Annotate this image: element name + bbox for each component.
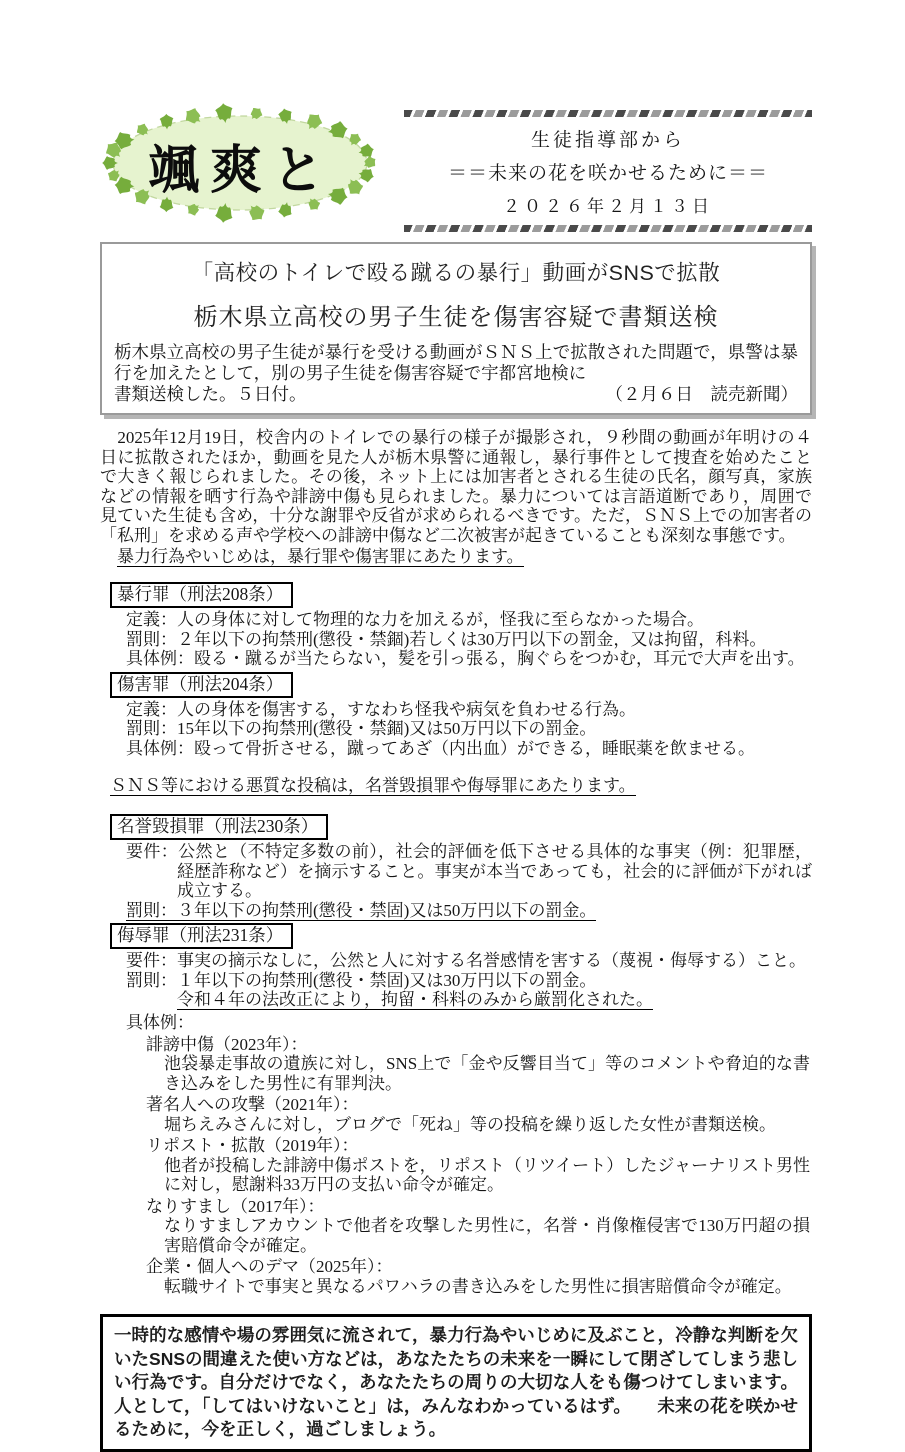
decorative-dashes-top-icon xyxy=(404,110,812,117)
law-section-insult xyxy=(100,920,812,1296)
insult-penalty: 罰則：１年以下の拘禁刑(懲役・禁固)又は30万円以下の罰金。 xyxy=(126,970,597,990)
defamation-requirement: 要件：公然と（不特定多数の前），社会的評価を低下させる具体的な事実（例：犯罪歴，経歴詐称など）を摘示すること。事実が本当であっても，社会的に評価が下がれば成立する。 xyxy=(126,842,812,900)
lead-paragraph: 2025年12月19日，校舎内のトイレでの暴行の様子が撮影され，９秒間の動画が年明けの４日に拡散されたほか，動画を見た人が栃木県警に通報し，暴行事件として捜査を始めたことで大きく報じられました。その後，ネット上には加害者とされる生徒の氏名，顔写真，家族などの情報を晒す行為や誹謗中傷も見られました。暴力については言語道断であり，周囲で見ていた生徒も含め，十分な謝罪や反省が求められるべきです。ただ，ＳＮＳ上での加害者の「私刑」を求める声や学校への誹謗中傷など二次被害が起きていることも深刻な事態です。 xyxy=(100,428,812,545)
newsletter-logo xyxy=(100,106,382,220)
logo-title: 颯爽と xyxy=(147,139,334,201)
assault-example: 具体例：殴る・蹴るが当たらない，髪を引っ張る，胸ぐらをつかむ，耳元で大声を出す。 xyxy=(126,649,805,668)
insult-examples-label: 具体例： xyxy=(126,1012,194,1032)
law-title-insult: 侮辱罪（刑法231条） xyxy=(110,923,293,949)
news-headline-1: 「高校のトイレで殴る蹴るの暴行」動画がSNSで拡散 xyxy=(191,261,721,285)
example-title: なりすまし（2017年）： xyxy=(146,1196,325,1216)
injury-definition: 定義：人の身体を傷害する，すなわち怪我や病気を負わせる行為。 xyxy=(126,699,636,719)
issue-date: ２０２６年２月１３日 xyxy=(503,197,713,216)
defamation-penalty-text: 罰則：３年以下の拘禁刑(懲役・禁固)又は50万円以下の罰金。 xyxy=(126,900,597,920)
law-title-defamation: 名誉毀損罪（刑法230条） xyxy=(110,814,328,840)
news-body: 栃木県立高校の男子生徒が暴行を受ける動画がＳＮＳ上で拡散された問題で，県警は暴行を加えたとして，別の男子生徒を傷害容疑で宇都宮地検に xyxy=(114,342,798,383)
header-right xyxy=(404,106,812,232)
example-title: 著名人への攻撃（2021年）： xyxy=(146,1095,359,1114)
news-headline-2: 栃木県立高校の男子生徒を傷害容疑で書類送検 xyxy=(193,304,719,331)
law-section-injury xyxy=(100,669,812,759)
closing-message-box: 一時的な感情や場の雰囲気に流されて，暴力行為やいじめに及ぶこと，冷静な判断を欠いたSNSの間違えた使い方などは，あなたたちの未来を一瞬にして閉ざしてしまう悲しい行為です。自分だけでなく，あなたたちの周りの大切な人をも傷つけてしまいます。人として，「してはいけないこと」は，みんなわかっているはず。 未来の花を咲かせるために，今を正しく，過ごしましょう。 xyxy=(100,1314,812,1452)
law-section-defamation xyxy=(100,811,812,920)
example-desc: 池袋暴走事故の遺族に対し，SNS上で「金や反響目当て」等のコメントや脅迫的な書き込みをした男性に有罪判決。 xyxy=(164,1054,810,1093)
law-section-assault xyxy=(100,579,812,669)
insult-amendment xyxy=(177,990,812,1010)
example-title: 企業・個人へのデマ（2025年）： xyxy=(146,1257,393,1276)
example-desc: 転職サイトで事実と異なるパワハラの書き込みをした男性に損害賠償命令が確定。 xyxy=(164,1276,792,1296)
defamation-penalty xyxy=(126,901,812,921)
department-line: 生徒指導部から xyxy=(530,130,685,151)
law-title-injury: 傷害罪（刑法204条） xyxy=(110,672,293,698)
assault-definition: 定義：人の身体に対して物理的な力を加えるが，怪我に至らなかった場合。 xyxy=(126,610,704,629)
news-source: （２月６日 読売新聞） xyxy=(605,384,798,404)
sns-note-text: ＳＮＳ等における悪質な投稿は，名誉毀損罪や侮辱罪にあたります。 xyxy=(110,776,636,795)
lead-conclusion-text: 暴力行為やいじめは，暴行罪や傷害罪にあたります。 xyxy=(117,547,524,566)
example-title: リポスト・拡散（2019年）： xyxy=(146,1136,359,1155)
law-title-assault: 暴行罪（刑法208条） xyxy=(110,582,293,608)
news-body-lastline: 書類送検した。５日付。 xyxy=(114,384,307,404)
assault-penalty: 罰則：２年以下の拘禁刑(懲役・禁錮)若しくは30万円以下の罰金，又は拘留，科料。 xyxy=(126,629,767,649)
insult-requirement: 要件：事実の摘示なしに，公然と人に対する名誉感情を害する（蔑視・侮辱する）こと。 xyxy=(126,951,806,970)
header xyxy=(100,106,812,232)
slogan-line: ＝＝未来の花を咲かせるために＝＝ xyxy=(447,163,768,184)
sns-note xyxy=(110,775,812,796)
decorative-dashes-bottom-icon xyxy=(404,225,812,232)
insult-amendment-text: 令和４年の法改正により，拘留・科料のみから厳罰化された。 xyxy=(177,990,653,1009)
injury-penalty: 罰則：15年以下の拘禁刑(懲役・禁錮)又は50万円以下の罰金。 xyxy=(126,719,597,738)
example-desc: なりすましアカウントで他者を攻撃した男性に，名誉・肖像権侵害で130万円超の損害賠償命令が確定。 xyxy=(164,1216,810,1255)
news-box xyxy=(100,242,812,415)
lead-conclusion xyxy=(100,546,812,567)
example-desc: 堀ちえみさんに対し，ブログで「死ね」等の投稿を繰り返した女性が書類送検。 xyxy=(164,1114,776,1134)
example-title: 誹謗中傷（2023年）： xyxy=(146,1034,308,1054)
injury-example: 具体例：殴って骨折させる，蹴ってあざ（内出血）ができる，睡眠薬を飲ませる。 xyxy=(126,738,755,758)
example-desc: 他者が投稿した誹謗中傷ポストを，リポスト（リツイート）したジャーナリスト男性に対し，慰謝料33万円の支払い命令が確定。 xyxy=(164,1155,810,1194)
